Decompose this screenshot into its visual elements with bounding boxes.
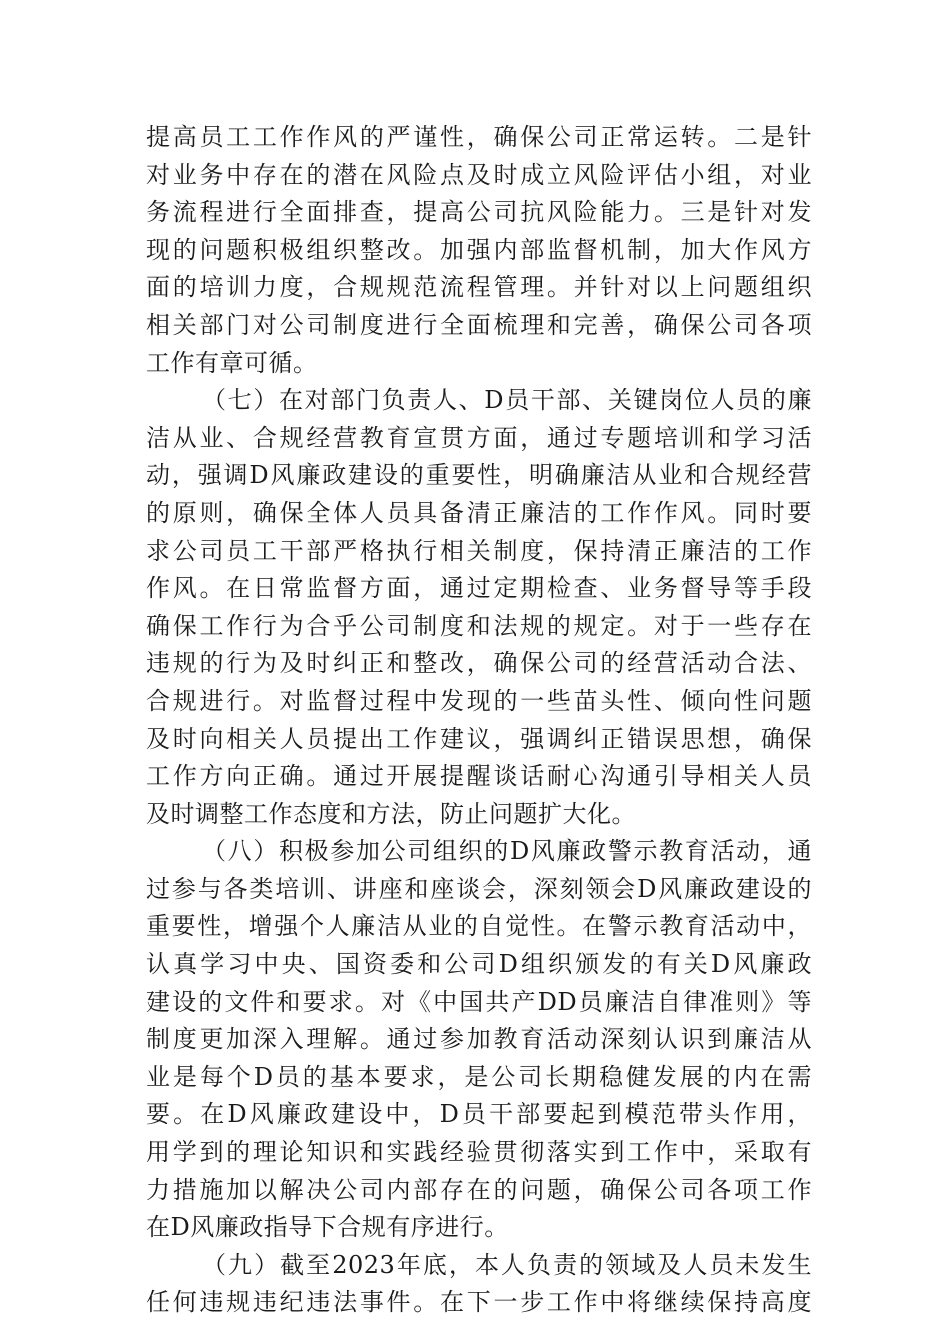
text-line: 的原则，确保全体人员具备清正廉洁的工作作风。同时要 (146, 498, 812, 527)
text-line: 工作方向正确。通过开展提醒谈话耐心沟通引导相关人员 (146, 762, 812, 791)
text-line: 动，强调D风廉政建设的重要性，明确廉洁从业和合规经营 (146, 461, 812, 490)
text-line: 现的问题积极组织整改。加强内部监督机制，加大作风方 (146, 235, 812, 264)
document-body (146, 119, 812, 1322)
text-line: 洁从业、合规经营教育宣贯方面，通过专题培训和学习活 (146, 423, 812, 452)
text-line: 过参与各类培训、讲座和座谈会，深刻领会D风廉政建设的 (146, 874, 812, 903)
paragraph-p6-continued (146, 119, 812, 382)
text-line: 及时调整工作态度和方法，防止问题扩大化。 (146, 799, 636, 828)
text-line: （八）积极参加公司组织的D风廉政警示教育活动，通 (202, 837, 812, 866)
text-line: 合规进行。对监督过程中发现的一些苗头性、倾向性问题 (146, 686, 812, 715)
text-line: 制度更加深入理解。通过参加教育活动深刻认识到廉洁从 (146, 1025, 812, 1054)
text-line: 业是每个D员的基本要求，是公司长期稳健发展的内在需 (146, 1062, 812, 1091)
text-line: 违规的行为及时纠正和整改，确保公司的经营活动合法、 (146, 649, 812, 678)
text-line: 要。在D风廉政建设中，D员干部要起到模范带头作用， (146, 1100, 812, 1129)
text-line: 认真学习中央、国资委和公司D组织颁发的有关D风廉政 (146, 950, 812, 979)
paragraph-p9 (146, 1247, 812, 1322)
text-line: 确保工作行为合乎公司制度和法规的规定。对于一些存在 (146, 611, 812, 640)
paragraph-p7 (146, 382, 812, 833)
text-line: 作风。在日常监督方面，通过定期检查、业务督导等手段 (146, 574, 812, 603)
text-line: 提高员工工作作风的严谨性，确保公司正常运转。二是针 (146, 123, 812, 151)
text-line: （九）截至2023年底，本人负责的领域及人员未发生 (202, 1250, 812, 1279)
text-line: 面的培训力度，合规规范流程管理。并针对以上问题组织 (146, 273, 812, 302)
text-line: 相关部门对公司制度进行全面梳理和完善，确保公司各项 (146, 310, 812, 339)
text-line: 重要性，增强个人廉洁从业的自觉性。在警示教育活动中， (146, 912, 812, 941)
text-line: 在D风廉政指导下合规有序进行。 (146, 1213, 509, 1242)
text-line: 用学到的理论知识和实践经验贯彻落实到工作中，采取有 (146, 1138, 812, 1167)
text-line: 工作有章可循。 (146, 348, 318, 377)
text-line: 建设的文件和要求。对《中国共产DD员廉洁自律准则》等 (146, 987, 812, 1016)
text-line: 务流程进行全面排查，提高公司抗风险能力。三是针对发 (146, 198, 812, 227)
paragraph-p8 (146, 833, 812, 1247)
text-line: 力措施加以解决公司内部存在的问题，确保公司各项工作 (146, 1175, 812, 1204)
text-line: （七）在对部门负责人、D员干部、关键岗位人员的廉 (202, 386, 812, 415)
text-line: 求公司员工干部严格执行相关制度，保持清正廉洁的工作 (146, 536, 812, 565)
text-line: 及时向相关人员提出工作建议，强调纠正错误思想，确保 (146, 724, 812, 753)
text-line: 对业务中存在的潜在风险点及时成立风险评估小组，对业 (146, 160, 812, 189)
text-line: 任何违规违纪违法事件。在下一步工作中将继续保持高度 (146, 1288, 812, 1317)
